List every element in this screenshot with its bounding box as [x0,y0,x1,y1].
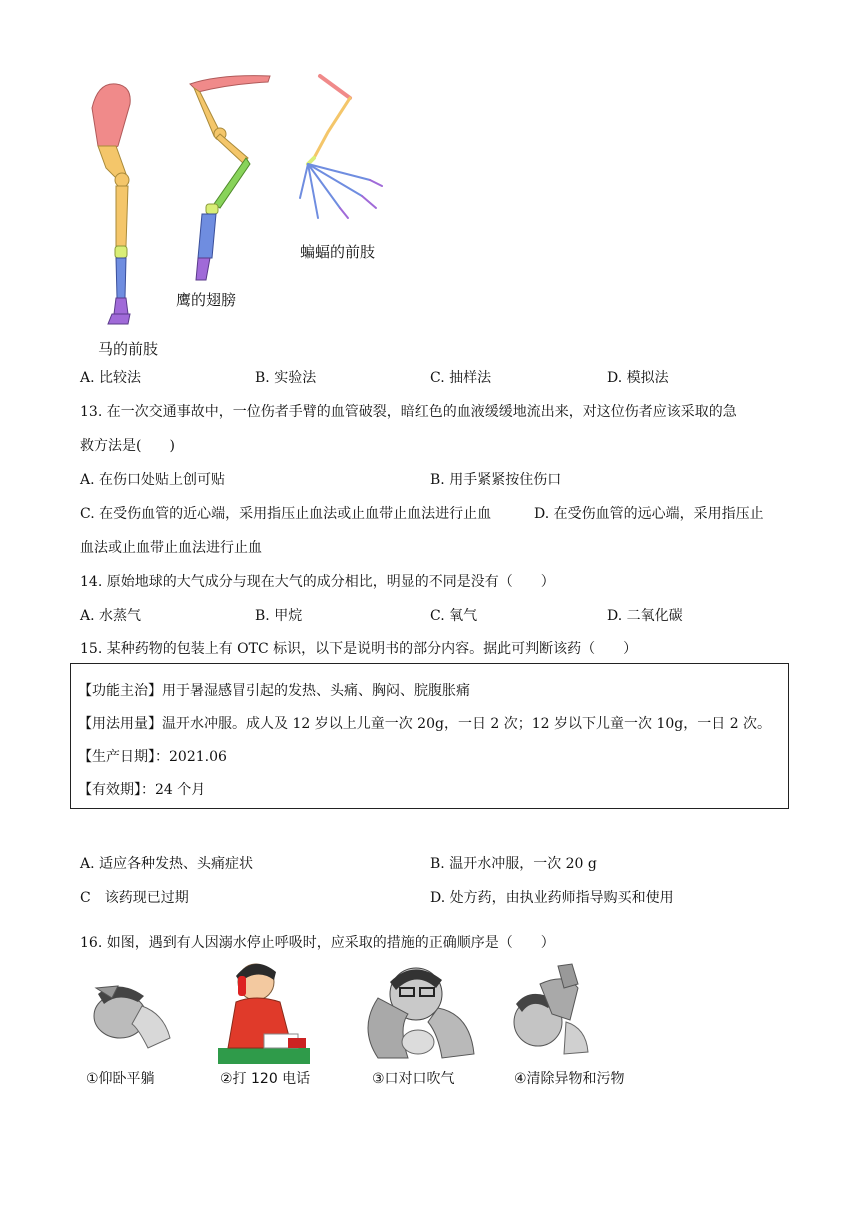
q13-stem-line2: 救方法是( ) [80,438,175,454]
caption-mouth-to-mouth: ③口对口吹气 [372,1071,455,1087]
q12-option-d: D. 模拟法 [607,370,669,386]
drug-indication: 【功能主治】用于暑湿感冒引起的发热、头痛、胸闷、脘腹胀痛 [78,683,470,699]
q14-option-c: C. 氧气 [430,608,478,624]
q14-option-b: B. 甲烷 [255,608,303,624]
q15-option-d: D. 处方药，由执业药师指导购买和使用 [430,890,674,906]
caption-call-120: ②打 120 电话 [220,1071,311,1087]
clear-airway-illustration [514,964,588,1054]
q15-option-c: C 该药现已过期 [80,890,189,906]
horse-forelimb-label: 马的前肢 [98,340,159,358]
eagle-wing-label: 鹰的翅膀 [176,291,237,309]
q12-option-a: A. 比较法 [80,370,142,386]
bat-forelimb-drawing [300,76,382,218]
q13-stem-line1: 13. 在一次交通事故中，一位伤者手臂的血管破裂，暗红色的血液缓缓地流出来，对这位伤者应该采取的急 [80,404,737,420]
q13-option-c: C. 在受伤血管的近心端，采用指压止血法或止血带止血法进行止血 [80,506,492,522]
q15-option-a: A. 适应各种发热、头痛症状 [80,856,254,872]
limb-bones-svg [70,68,400,368]
drug-production-date: 【生产日期】：2021.06 [78,749,227,765]
q14-option-d: D. 二氧化碳 [607,608,683,624]
q13-option-d-line2: 血法或止血带止血法进行止血 [80,540,262,556]
caption-supine: ①仰卧平躺 [86,1071,155,1087]
q16-stem: 16. 如图，遇到有人因溺水停止呼吸时，应采取的措施的正确顺序是（ ） [80,935,555,951]
q14-option-a: A. 水蒸气 [80,608,142,624]
q15-stem: 15. 某种药物的包装上有 OTC 标识，以下是说明书的部分内容。据此可判断该药（ ） [80,641,638,657]
eagle-wing-drawing [190,76,270,280]
supine-illustration [94,986,170,1048]
first-aid-svg [78,958,678,1068]
phone-call-illustration [218,964,310,1064]
first-aid-figure [78,958,678,1068]
caption-clear-airway: ④清除异物和污物 [514,1071,625,1087]
drug-dosage: 【用法用量】温开水冲服。成人及 12 岁以上儿童一次 20g，一日 2 次；12 岁以下儿童一次 10g，一日 2 次。 [78,716,772,732]
q13-option-b: B. 用手紧紧按住伤口 [430,472,562,488]
q13-option-a: A. 在伤口处贴上创可贴 [80,472,226,488]
bat-forelimb-label: 蝙蝠的前肢 [300,243,376,261]
q14-stem: 14. 原始地球的大气成分与现在大气的成分相比，明显的不同是没有（ ） [80,574,555,590]
mouth-to-mouth-illustration [368,968,474,1058]
q12-option-c: C. 抽样法 [430,370,492,386]
q12-option-b: B. 实验法 [255,370,317,386]
limb-bones-figure [70,68,400,368]
q15-option-b: B. 温开水冲服，一次 20 g [430,856,597,872]
horse-forelimb-drawing [92,84,130,324]
q13-option-d-line1: D. 在受伤血管的远心端，采用指压止 [534,506,764,522]
drug-expiry-period: 【有效期】：24 个月 [78,782,206,798]
